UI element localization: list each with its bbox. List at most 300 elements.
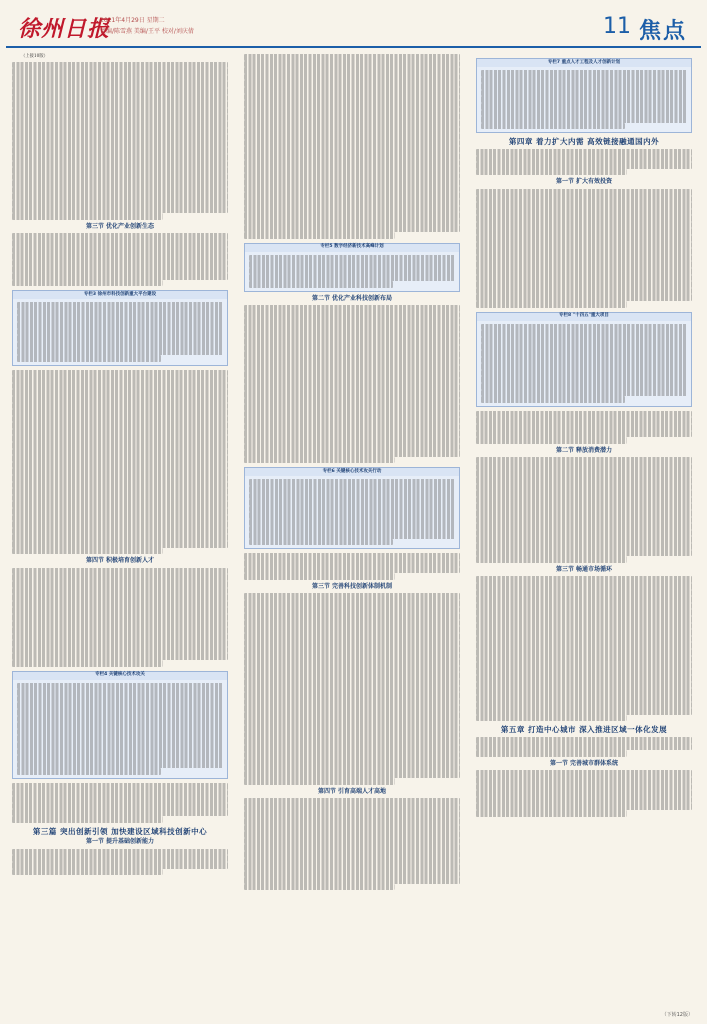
text-line: [244, 391, 460, 398]
text-line: [481, 390, 687, 397]
body-text-block: [12, 849, 228, 875]
column-right: [476, 54, 692, 817]
text-line: [476, 797, 692, 804]
body-text-block: [244, 798, 460, 890]
text-line: [17, 355, 161, 362]
text-line: [244, 738, 460, 745]
text-line: [481, 90, 687, 97]
page-section-name: 焦点: [638, 19, 687, 44]
text-line: [12, 862, 228, 869]
text-line: [12, 568, 228, 575]
text-line: [12, 653, 228, 660]
text-line: [476, 196, 692, 203]
text-line: [12, 614, 228, 621]
section-heading: 第一节 完善城市群体系统: [549, 759, 619, 767]
continued-on-label: （下转12版）: [661, 1012, 693, 1018]
text-line: [249, 493, 455, 500]
text-line: [12, 88, 228, 95]
text-line: [12, 280, 163, 287]
text-line: [244, 553, 460, 560]
text-line: [476, 750, 627, 757]
text-line: [244, 871, 460, 878]
body-text-block: [476, 411, 692, 444]
text-line: [12, 508, 228, 515]
text-line: [476, 477, 692, 484]
sidebar-box-title: 专栏8 "十四五"重大项目: [477, 313, 691, 321]
text-line: [12, 207, 228, 214]
column-left: [12, 54, 228, 875]
section-heading: 第二节 释放消费潜力: [555, 446, 613, 454]
text-line: [476, 470, 692, 477]
text-line: [12, 594, 228, 601]
text-line: [17, 709, 223, 716]
body-text-block: [244, 553, 460, 579]
chapter-heading: 第三篇 突出创新引领 加快建设区域科技创新中心: [32, 826, 208, 836]
text-line: [476, 536, 692, 543]
text-line: [17, 762, 223, 769]
text-line: [244, 384, 460, 391]
text-line: [249, 499, 455, 506]
text-line: [476, 649, 692, 656]
text-line: [476, 596, 692, 603]
text-line: [244, 633, 460, 640]
text-line: [476, 810, 627, 817]
text-line: [244, 358, 460, 365]
text-line: [12, 114, 228, 121]
text-line: [12, 581, 228, 588]
text-line: [476, 202, 692, 209]
text-line: [244, 107, 460, 114]
text-line: [244, 206, 460, 213]
editor-credits: 责编/陈雪燕 美编/王平 校对/刘庆倩: [100, 28, 194, 35]
text-line: [244, 153, 460, 160]
text-line: [12, 141, 228, 148]
text-line: [244, 212, 460, 219]
text-line: [481, 83, 687, 90]
text-line: [244, 100, 460, 107]
text-line: [244, 61, 460, 68]
text-line: [476, 411, 692, 418]
text-line: [476, 417, 692, 424]
text-line: [12, 376, 228, 383]
text-line: [249, 519, 455, 526]
text-line: [476, 609, 692, 616]
text-line: [17, 315, 223, 322]
text-line: [17, 342, 223, 349]
text-line: [481, 350, 687, 357]
text-line: [12, 429, 228, 436]
text-line: [244, 679, 460, 686]
text-line: [12, 187, 228, 194]
text-line: [481, 103, 687, 110]
body-text-block: [244, 593, 460, 784]
text-line: [244, 345, 460, 352]
text-line: [476, 275, 692, 282]
text-line: [476, 777, 692, 784]
text-line: [476, 656, 692, 663]
text-line: [481, 77, 687, 84]
text-line: [17, 742, 223, 749]
text-line: [249, 281, 393, 288]
text-line: [244, 199, 460, 206]
text-line: [244, 120, 460, 127]
text-line: [244, 560, 460, 567]
text-line: [244, 758, 460, 765]
text-line: [244, 600, 460, 607]
body-text-block: [12, 233, 228, 286]
text-line: [244, 87, 460, 94]
text-line: [244, 884, 395, 891]
text-line: [476, 281, 692, 288]
body-text-block: [244, 54, 460, 239]
text-line: [244, 186, 460, 193]
text-line: [244, 80, 460, 87]
text-line: [12, 468, 228, 475]
text-line: [244, 146, 460, 153]
text-line: [244, 752, 460, 759]
text-line: [244, 127, 460, 134]
text-line: [17, 309, 223, 316]
text-line: [476, 550, 692, 557]
body-text-block: [476, 770, 692, 816]
text-line: [244, 877, 460, 884]
text-line: [17, 722, 223, 729]
text-line: [244, 666, 460, 673]
text-line: [12, 95, 228, 102]
text-line: [244, 67, 460, 74]
text-line: [244, 705, 460, 712]
text-line: [12, 796, 228, 803]
sidebar-box-title: 专栏3 徐州市科技创新重大平台建设: [13, 291, 227, 299]
text-line: [17, 768, 161, 775]
text-line: [476, 784, 692, 791]
text-line: [249, 268, 455, 275]
text-line: [244, 417, 460, 424]
text-line: [12, 128, 228, 135]
text-line: [17, 729, 223, 736]
text-line: [12, 495, 228, 502]
text-line: [12, 783, 228, 790]
text-line: [12, 660, 163, 667]
text-line: [17, 716, 223, 723]
text-line: [476, 629, 692, 636]
text-line: [244, 851, 460, 858]
text-line: [476, 543, 692, 550]
text-line: [476, 248, 692, 255]
text-line: [12, 193, 228, 200]
text-line: [244, 686, 460, 693]
text-line: [244, 232, 395, 239]
text-line: [12, 260, 228, 267]
body-text-block: [12, 568, 228, 667]
text-line: [12, 240, 228, 247]
text-line: [12, 435, 228, 442]
text-line: [476, 669, 692, 676]
text-line: [244, 430, 460, 437]
text-line: [244, 450, 460, 457]
text-line: [12, 869, 163, 876]
text-line: [17, 749, 223, 756]
text-line: [481, 383, 687, 390]
body-text-block: [476, 149, 692, 175]
text-line: [244, 325, 460, 332]
text-line: [244, 811, 460, 818]
text-line: [244, 607, 460, 614]
text-line: [244, 659, 460, 666]
text-line: [244, 424, 460, 431]
text-line: [476, 682, 692, 689]
text-line: [244, 133, 460, 140]
section-heading: 第一节 扩大有效投资: [555, 178, 613, 186]
text-line: [12, 422, 228, 429]
sidebar-box-title: 专栏4 关键核心技术攻关: [13, 672, 227, 680]
text-line: [12, 147, 228, 154]
text-line: [244, 437, 460, 444]
section-heading: 第二节 优化产业科技创新布局: [311, 294, 393, 302]
text-line: [476, 715, 627, 722]
text-line: [476, 662, 692, 669]
section-heading: 第四节 引育高端人才高地: [317, 787, 387, 795]
text-line: [244, 192, 460, 199]
text-line: [476, 497, 692, 504]
chapter-heading: 第四章 着力扩大内需 高效链接融通国内外: [508, 137, 660, 147]
text-line: [476, 803, 692, 810]
text-line: [12, 601, 228, 608]
text-line: [12, 247, 228, 254]
text-line: [476, 503, 692, 510]
text-line: [12, 370, 228, 377]
text-line: [17, 302, 223, 309]
text-line: [476, 156, 692, 163]
text-line: [12, 266, 228, 273]
text-line: [249, 512, 455, 519]
text-line: [476, 228, 692, 235]
text-line: [476, 149, 692, 156]
body-text-block: [244, 305, 460, 463]
body-text-block: [476, 737, 692, 757]
text-line: [12, 253, 228, 260]
text-line: [244, 332, 460, 339]
text-line: [12, 455, 228, 462]
text-line: [12, 442, 228, 449]
text-line: [244, 573, 395, 580]
column-middle: [244, 54, 460, 890]
text-line: [12, 816, 163, 823]
text-line: [17, 735, 223, 742]
text-line: [12, 534, 228, 541]
text-line: [476, 675, 692, 682]
text-line: [12, 62, 228, 69]
text-line: [244, 864, 460, 871]
text-line: [481, 363, 687, 370]
text-line: [12, 627, 228, 634]
text-line: [476, 556, 627, 563]
text-line: [12, 273, 228, 280]
text-line: [476, 235, 692, 242]
text-line: [476, 424, 692, 431]
text-line: [12, 396, 228, 403]
text-line: [244, 113, 460, 120]
text-line: [244, 640, 460, 647]
text-line: [12, 167, 228, 174]
text-line: [17, 335, 223, 342]
sidebar-box: [12, 671, 228, 779]
text-line: [481, 110, 687, 117]
text-line: [17, 348, 223, 355]
body-text-block: [476, 457, 692, 563]
text-line: [244, 378, 460, 385]
text-line: [244, 613, 460, 620]
text-line: [17, 696, 223, 703]
text-line: [17, 689, 223, 696]
text-line: [12, 809, 228, 816]
text-line: [481, 330, 687, 337]
text-line: [244, 858, 460, 865]
text-line: [476, 162, 692, 169]
text-line: [476, 255, 692, 262]
text-line: [249, 506, 455, 513]
text-line: [476, 437, 627, 444]
text-line: [12, 134, 228, 141]
text-line: [249, 532, 455, 539]
section-heading: 第三节 畅通市场循环: [555, 565, 613, 573]
text-line: [12, 621, 228, 628]
text-line: [476, 268, 692, 275]
text-line: [244, 338, 460, 345]
text-line: [244, 179, 460, 186]
chapter-heading: 第五章 打造中心城市 深入推进区域一体化发展: [500, 725, 668, 735]
text-line: [244, 732, 460, 739]
section-heading: 第一节 提升基础创新能力: [85, 838, 155, 846]
sidebar-box-title: 专栏5 数字经济新技术高峰计划: [245, 244, 459, 252]
text-line: [244, 225, 460, 232]
body-text-block: [12, 370, 228, 555]
text-line: [244, 94, 460, 101]
text-line: [12, 81, 228, 88]
text-line: [244, 166, 460, 173]
text-line: [244, 620, 460, 627]
text-line: [12, 803, 228, 810]
text-line: [244, 712, 460, 719]
text-line: [244, 838, 460, 845]
text-line: [12, 588, 228, 595]
text-line: [476, 215, 692, 222]
text-line: [476, 695, 692, 702]
text-line: [244, 778, 395, 785]
text-line: [244, 411, 460, 418]
text-line: [481, 396, 625, 403]
text-line: [12, 574, 228, 581]
text-line: [244, 404, 460, 411]
text-line: [244, 725, 460, 732]
text-line: [17, 702, 223, 709]
text-line: [476, 688, 692, 695]
text-line: [12, 647, 228, 654]
text-line: [12, 501, 228, 508]
text-line: [481, 376, 687, 383]
text-line: [476, 242, 692, 249]
text-line: [476, 464, 692, 471]
text-line: [12, 548, 163, 555]
text-line: [12, 174, 228, 181]
text-line: [244, 719, 460, 726]
text-line: [244, 672, 460, 679]
text-line: [244, 444, 460, 451]
text-line: [476, 636, 692, 643]
text-line: [476, 523, 692, 530]
text-line: [244, 646, 460, 653]
text-line: [12, 200, 228, 207]
text-line: [12, 416, 228, 423]
text-line: [244, 593, 460, 600]
text-line: [244, 692, 460, 699]
text-line: [17, 322, 223, 329]
text-line: [476, 169, 627, 176]
text-line: [244, 626, 460, 633]
text-line: [12, 607, 228, 614]
text-line: [244, 745, 460, 752]
text-line: [244, 140, 460, 147]
sidebar-box: [244, 467, 460, 549]
text-line: [476, 603, 692, 610]
text-line: [244, 699, 460, 706]
sidebar-box-title: 专栏6 关键核心技术攻关行动: [245, 468, 459, 476]
text-line: [476, 209, 692, 216]
text-line: [476, 576, 692, 583]
body-text-block: [476, 576, 692, 721]
masthead: [6, 6, 701, 48]
text-line: [249, 479, 455, 486]
text-line: [476, 708, 692, 715]
text-line: [12, 108, 228, 115]
text-line: [476, 222, 692, 229]
text-line: [481, 370, 687, 377]
sidebar-box: [476, 312, 692, 407]
text-line: [244, 312, 460, 319]
text-line: [12, 449, 228, 456]
text-line: [476, 530, 692, 537]
text-line: [12, 75, 228, 82]
text-line: [12, 409, 228, 416]
text-line: [244, 457, 395, 464]
text-line: [249, 539, 393, 546]
text-line: [476, 616, 692, 623]
text-line: [244, 173, 460, 180]
text-line: [249, 261, 455, 268]
text-line: [12, 101, 228, 108]
text-line: [476, 484, 692, 491]
text-line: [476, 737, 692, 744]
text-line: [244, 318, 460, 325]
text-line: [17, 329, 223, 336]
text-line: [249, 274, 455, 281]
text-line: [12, 213, 163, 220]
text-line: [17, 755, 223, 762]
text-line: [476, 744, 692, 751]
text-line: [244, 844, 460, 851]
text-line: [12, 640, 228, 647]
text-line: [244, 160, 460, 167]
text-line: [244, 305, 460, 312]
text-line: [12, 462, 228, 469]
text-line: [244, 219, 460, 226]
text-line: [476, 294, 692, 301]
text-line: [244, 351, 460, 358]
text-line: [12, 521, 228, 528]
sidebar-box-title: 专栏7 重点人才工程及人才创新计划: [477, 59, 691, 67]
page-number: 11: [603, 14, 631, 39]
text-line: [476, 431, 692, 438]
